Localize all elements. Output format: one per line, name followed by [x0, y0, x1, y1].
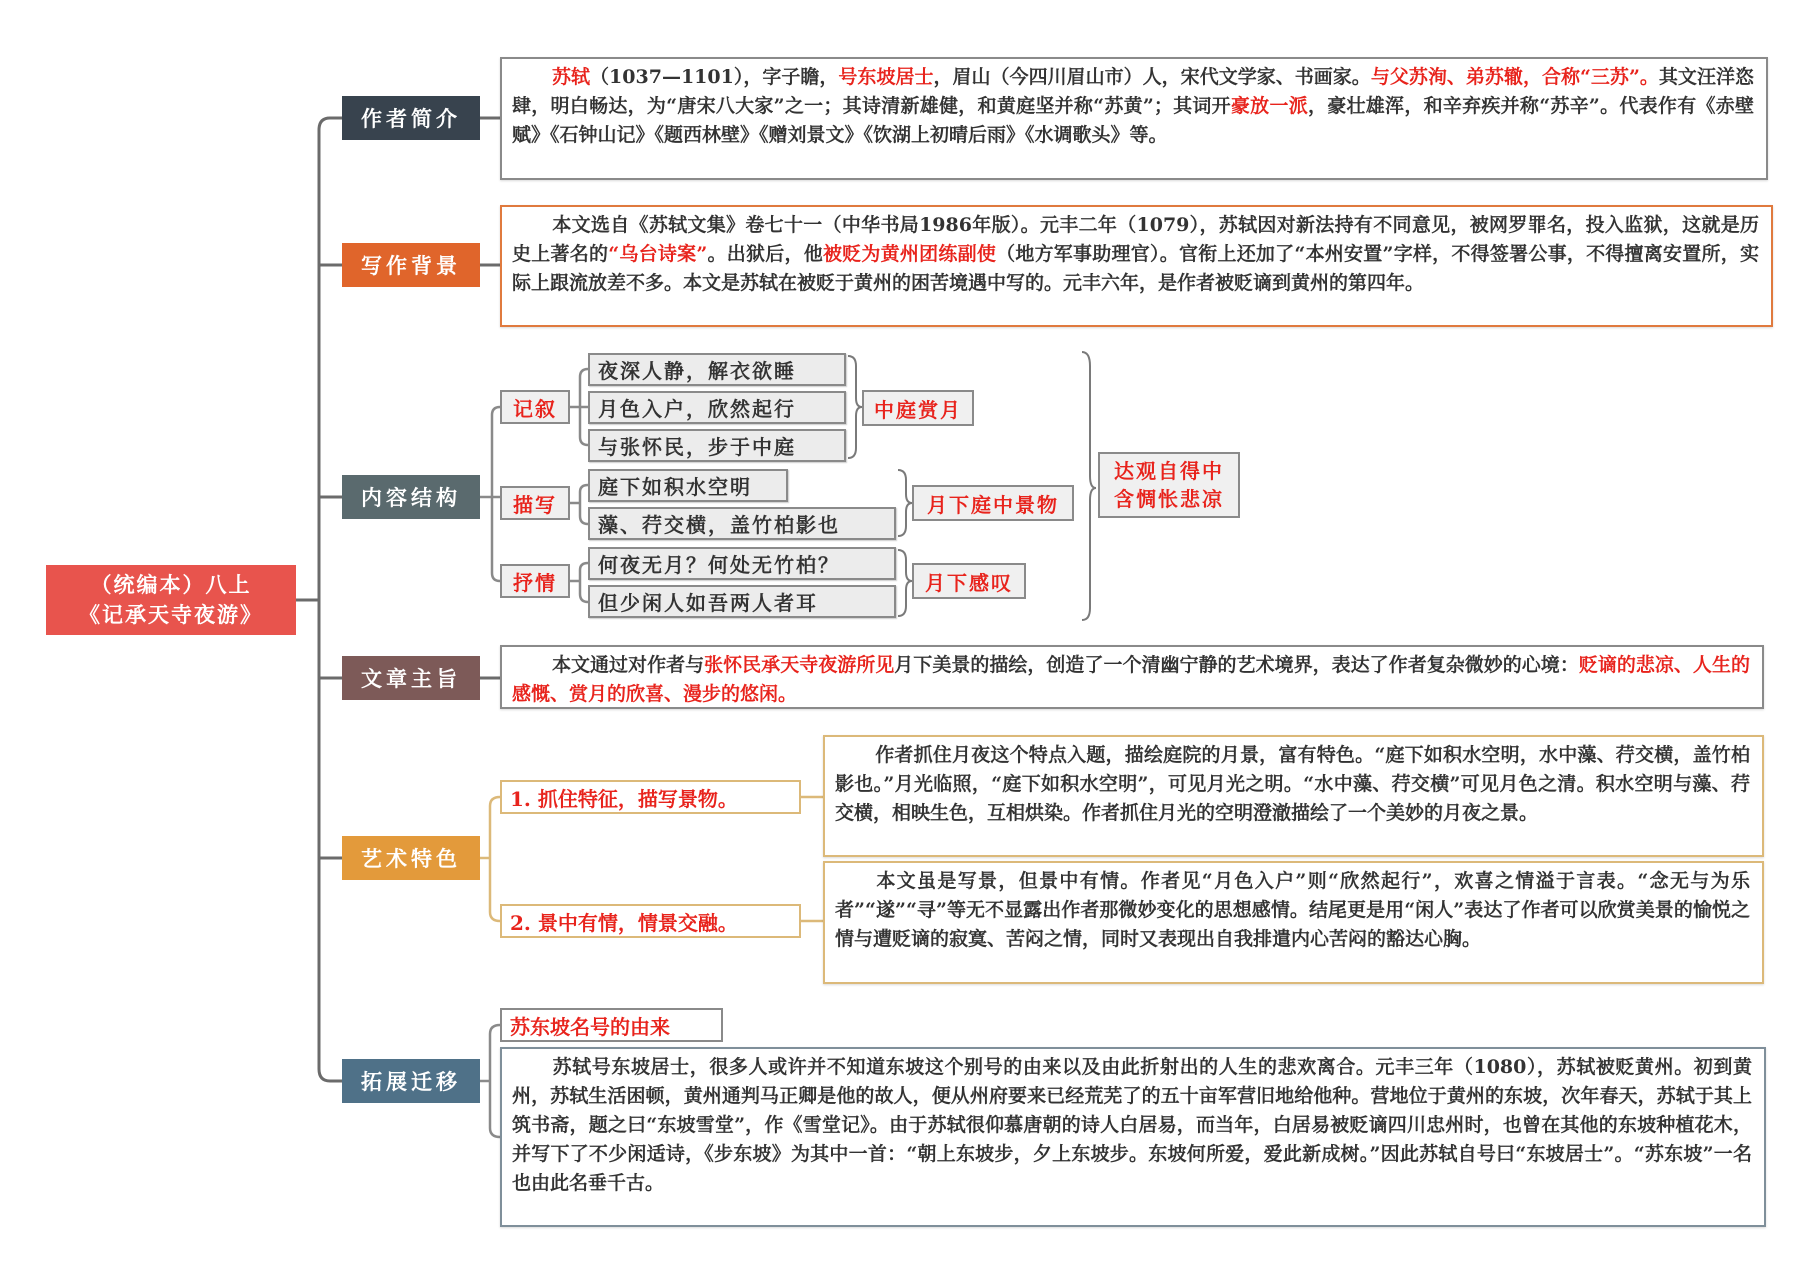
structure-conclusion [1098, 452, 1240, 518]
branch-label: 拓展迁移 [361, 1069, 461, 1094]
art-label-text: 1. 抓住特征，描写景物。 [510, 786, 738, 811]
art-feature-text-1 [823, 735, 1764, 857]
text-highlight: 与父苏洵、弟苏辙，合称“三苏”。 [1370, 66, 1659, 88]
text-highlight: 贬谪的悲凉、人生的感慨、赏月的欣喜、漫步的悠闲。 [512, 654, 1750, 705]
summary-label: 月下感叹 [925, 570, 1013, 595]
branch-label: 写作背景 [361, 253, 461, 278]
main-theme-text [500, 645, 1764, 709]
structure-type-narration [500, 390, 570, 424]
author-intro-text [500, 57, 1768, 180]
art-label-text: 2. 景中有情，情景交融。 [510, 910, 738, 935]
structure-leaf [588, 469, 788, 502]
branch-label: 艺术特色 [361, 846, 461, 871]
structure-summary-moon-viewing [862, 390, 974, 426]
structure-summary-scenery [912, 485, 1074, 521]
text-segment: （1037—1101），字子瞻， [590, 66, 839, 88]
art-text: 作者抓住月夜这个特点入题，描绘庭院的月景，富有特色。“庭下如积水空明，水中藻、荇交横，盖竹柏影也。”月光临照，“庭下如积水空明”，可见月光之明。“水中藻、荇交横”可见月色之清。积水空明与藻、荇交横，相映生色，互相烘染。作者抓住月光的空明澄澈描绘了一个美妙的月夜之景。 [835, 744, 1750, 824]
text-segment: ，豪壮雄浑，和辛弃疾并称“苏辛”。代表作有《赤壁赋》《石钟山记》《题西林壁》《赠刘景文》《饮湖上初晴后雨》《水调歌头》等。 [512, 95, 1755, 146]
leaf-text: 庭下如积水空明 [598, 475, 752, 499]
structure-leaf [588, 585, 896, 618]
conclusion-line: 含惆怅悲凉 [1114, 487, 1224, 511]
structure-leaf [588, 429, 846, 462]
art-feature-label-1 [500, 780, 801, 814]
text-segment: 其文汪洋恣肆，明白畅达，为“唐宋八大家”之一；其诗清新雄健，和黄庭坚并称“苏黄”；其词开 [512, 66, 1754, 117]
extension-body: 苏轼号东坡居士，很多人或许并不知道东坡这个别号的由来以及由此折射出的人生的悲欢离合。元丰三年（1080），苏轼被贬黄州。初到黄州，苏轼生活困顿，黄州通判马正卿是他的故人，便从州府要来已经荒芜了的五十亩军营旧地给他种。营地位于黄州的东坡，次年春天，苏轼于其上筑书斋，题之曰“东坡雪堂”，作《雪堂记》。由于苏轼很仰慕唐朝的诗人白居易，而当年，白居易被贬谪四川忠州时，也曾在其他的东坡种植花木，并写下了不少闲适诗，《步东坡》为其中一首：“朝上东坡步，夕上东坡步。东坡何所爱，爱此新成树。”因此苏轼自号曰“东坡居士”。“苏东坡”一名也由此名垂千古。 [512, 1056, 1752, 1194]
text-segment: 月下美景的描绘，创造了一个清幽宁静的艺术境界，表达了作者复杂微妙的心境： [894, 654, 1579, 676]
structure-type-lyric [500, 564, 570, 598]
root-node [46, 565, 296, 635]
structure-leaf [588, 547, 896, 580]
text-segment: ，眉山（今四川眉山市）人，宋代文学家、书画家。 [933, 66, 1371, 88]
text-highlight: “乌台诗案” [608, 243, 708, 265]
art-feature-text-2 [823, 861, 1764, 984]
branch-extension [342, 1059, 480, 1103]
leaf-text: 藻、荇交横，盖竹柏影也 [598, 513, 840, 537]
text-segment: 本文选自《苏轼文集》卷七十一（中华书局1986年版）。元丰二年（1079），苏轼因对新法持有不同意见，被网罗罪名，投入监狱，这就是历史上著名的 [512, 214, 1759, 265]
art-text: 本文虽是写景，但景中有情。作者见“月色入户”则“欣然起行”，欢喜之情溢于言表。“念无与为乐者”“遂”“寻”等无不显露出作者那微妙变化的思想感情。结尾更是用“闲人”表达了作者可以欣赏美景的愉悦之情与遭贬谪的寂寞、苦闷之情，同时又表现出自我排遣内心苦闷的豁达心胸。 [835, 870, 1750, 950]
branch-author-intro [342, 96, 480, 140]
writing-background-text [500, 205, 1773, 327]
structure-leaf [588, 507, 896, 540]
leaf-text: 但少闲人如吾两人者耳 [598, 591, 818, 615]
text-highlight: 苏轼 [552, 66, 591, 88]
root-title-line1: （统编本）八上 [90, 572, 252, 597]
text-highlight: 张怀民承天寺夜游所见 [704, 654, 895, 676]
leaf-text: 月色入户，欣然起行 [598, 397, 796, 421]
leaf-text: 何夜无月？何处无竹柏？ [598, 553, 840, 577]
branch-label: 文章主旨 [361, 666, 461, 691]
text-segment: 。出狱后，他 [707, 243, 823, 265]
summary-label: 月下庭中景物 [927, 492, 1059, 517]
branch-main-theme [342, 656, 480, 700]
leaf-text: 夜深人静，解衣欲睡 [598, 359, 796, 383]
structure-leaf [588, 353, 846, 386]
branch-content-structure [342, 475, 480, 519]
text-segment: （地方军事助理官）。官衔上还加了“本州安置”字样，不得签署公事，不得擅离安置所，实际上跟流放差不多。本文是苏轼在被贬于黄州的困苦境遇中写的。元丰六年，是作者被贬谪到黄州的第四年。 [512, 243, 1759, 294]
text-highlight: 号东坡居士 [838, 66, 934, 88]
text-segment: 本文通过对作者与 [552, 654, 705, 676]
text-highlight: 豪放一派 [1230, 95, 1308, 117]
extension-title-text: 苏东坡名号的由来 [510, 1014, 670, 1039]
structure-summary-sigh [912, 563, 1026, 599]
tag-label: 抒情 [513, 570, 557, 595]
extension-text [500, 1047, 1766, 1227]
tag-label: 描写 [513, 492, 557, 517]
conclusion-line: 达观自得中 [1114, 459, 1224, 483]
text-highlight: 被贬为黄州团练副使 [822, 243, 997, 265]
structure-type-description [500, 486, 570, 520]
branch-label: 内容结构 [361, 485, 461, 510]
branch-artistic-features [342, 836, 480, 880]
extension-title [500, 1008, 723, 1042]
summary-label: 中庭赏月 [874, 397, 962, 422]
branch-writing-background [342, 243, 480, 287]
root-title-line2: 《记承天寺夜游》 [79, 602, 263, 627]
leaf-text: 与张怀民，步于中庭 [598, 435, 796, 459]
branch-label: 作者简介 [361, 106, 461, 131]
tag-label: 记叙 [513, 396, 557, 421]
art-feature-label-2 [500, 904, 801, 938]
structure-leaf [588, 391, 846, 424]
